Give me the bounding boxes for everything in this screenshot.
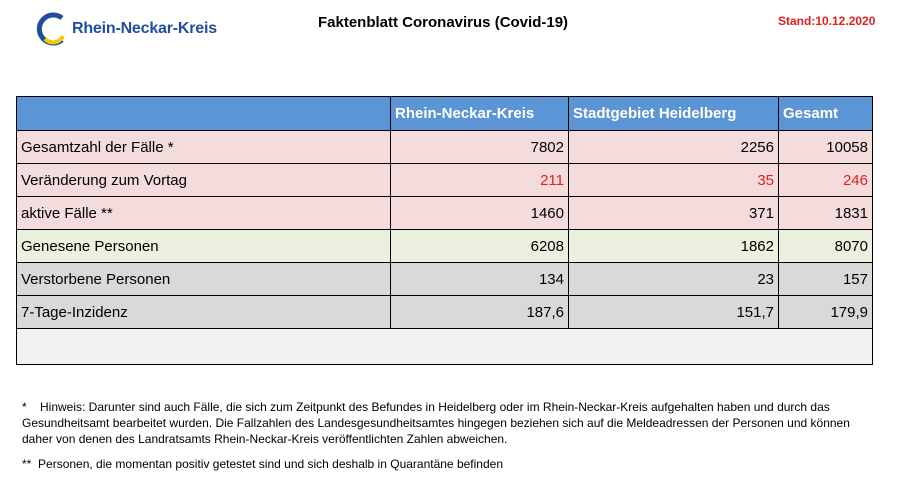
table-cell: 7802: [391, 131, 569, 164]
table-cell: 2256: [569, 131, 779, 164]
logo-ring-icon: [32, 12, 68, 46]
footnote-hinweis: [22, 399, 852, 447]
footnote-active-cases: [22, 456, 503, 472]
table-row: [17, 296, 873, 329]
page-title: Faktenblatt Coronavirus (Covid-19): [318, 14, 569, 31]
logo-text: Rhein-Neckar-Kreis: [72, 20, 217, 37]
row-label: Gesamtzahl der Fälle *: [17, 131, 391, 164]
table-cell: 134: [391, 263, 569, 296]
table-cell: 211: [391, 164, 569, 197]
table-row: [17, 164, 873, 197]
table-cell: 157: [779, 263, 873, 296]
table-cell: 187,6: [391, 296, 569, 329]
table-row: [17, 230, 873, 263]
column-header: Stadtgebiet Heidelberg: [569, 97, 779, 131]
table-cell: 23: [569, 263, 779, 296]
row-label: Veränderung zum Vortag: [17, 164, 391, 197]
table-row: [17, 197, 873, 230]
column-header: [17, 97, 391, 131]
stand-date: Stand:10.12.2020: [778, 14, 876, 28]
logo: [32, 12, 217, 46]
table-cell: 6208: [391, 230, 569, 263]
table-header-row: [17, 97, 873, 131]
table-cell: 8070: [779, 230, 873, 263]
table-cell: 371: [569, 197, 779, 230]
table-cell: 1862: [569, 230, 779, 263]
table-cell: 35: [569, 164, 779, 197]
row-label: Verstorbene Personen: [17, 263, 391, 296]
column-header: Rhein-Neckar-Kreis: [391, 97, 569, 131]
table-cell: 10058: [779, 131, 873, 164]
empty-footer-row: [17, 329, 873, 365]
footnote-marker: **: [22, 457, 32, 471]
footnote-text: Hinweis: Darunter sind auch Fälle, die sich zum Zeitpunkt des Befundes in Heidelberg oder im Rhein-Neckar-Kreis aufgehalten haben und durch das Gesundheitsamt bearbeitet wurden. Die Fallzahlen des Landesgesundheitsamtes hingegen beziehen sich auf die Meldeadressen der Personen und können daher von denen des Landratsamts Rhein-Neckar-Kreis veröffentlichten Zahlen abweichen.: [22, 400, 850, 446]
table-cell: 179,9: [779, 296, 873, 329]
table-cell: 1460: [391, 197, 569, 230]
footnote-text: Personen, die momentan positiv getestet sind und sich deshalb in Quarantäne befinden: [38, 457, 503, 471]
table-row: [17, 131, 873, 164]
empty-cell: [17, 329, 873, 365]
row-label: 7-Tage-Inzidenz: [17, 296, 391, 329]
row-label: aktive Fälle **: [17, 197, 391, 230]
row-label: Genesene Personen: [17, 230, 391, 263]
footnote-marker: *: [22, 400, 27, 414]
facts-table: [16, 96, 873, 365]
column-header: Gesamt: [779, 97, 873, 131]
table-row: [17, 263, 873, 296]
table-cell: 1831: [779, 197, 873, 230]
table-cell: 151,7: [569, 296, 779, 329]
table-cell: 246: [779, 164, 873, 197]
